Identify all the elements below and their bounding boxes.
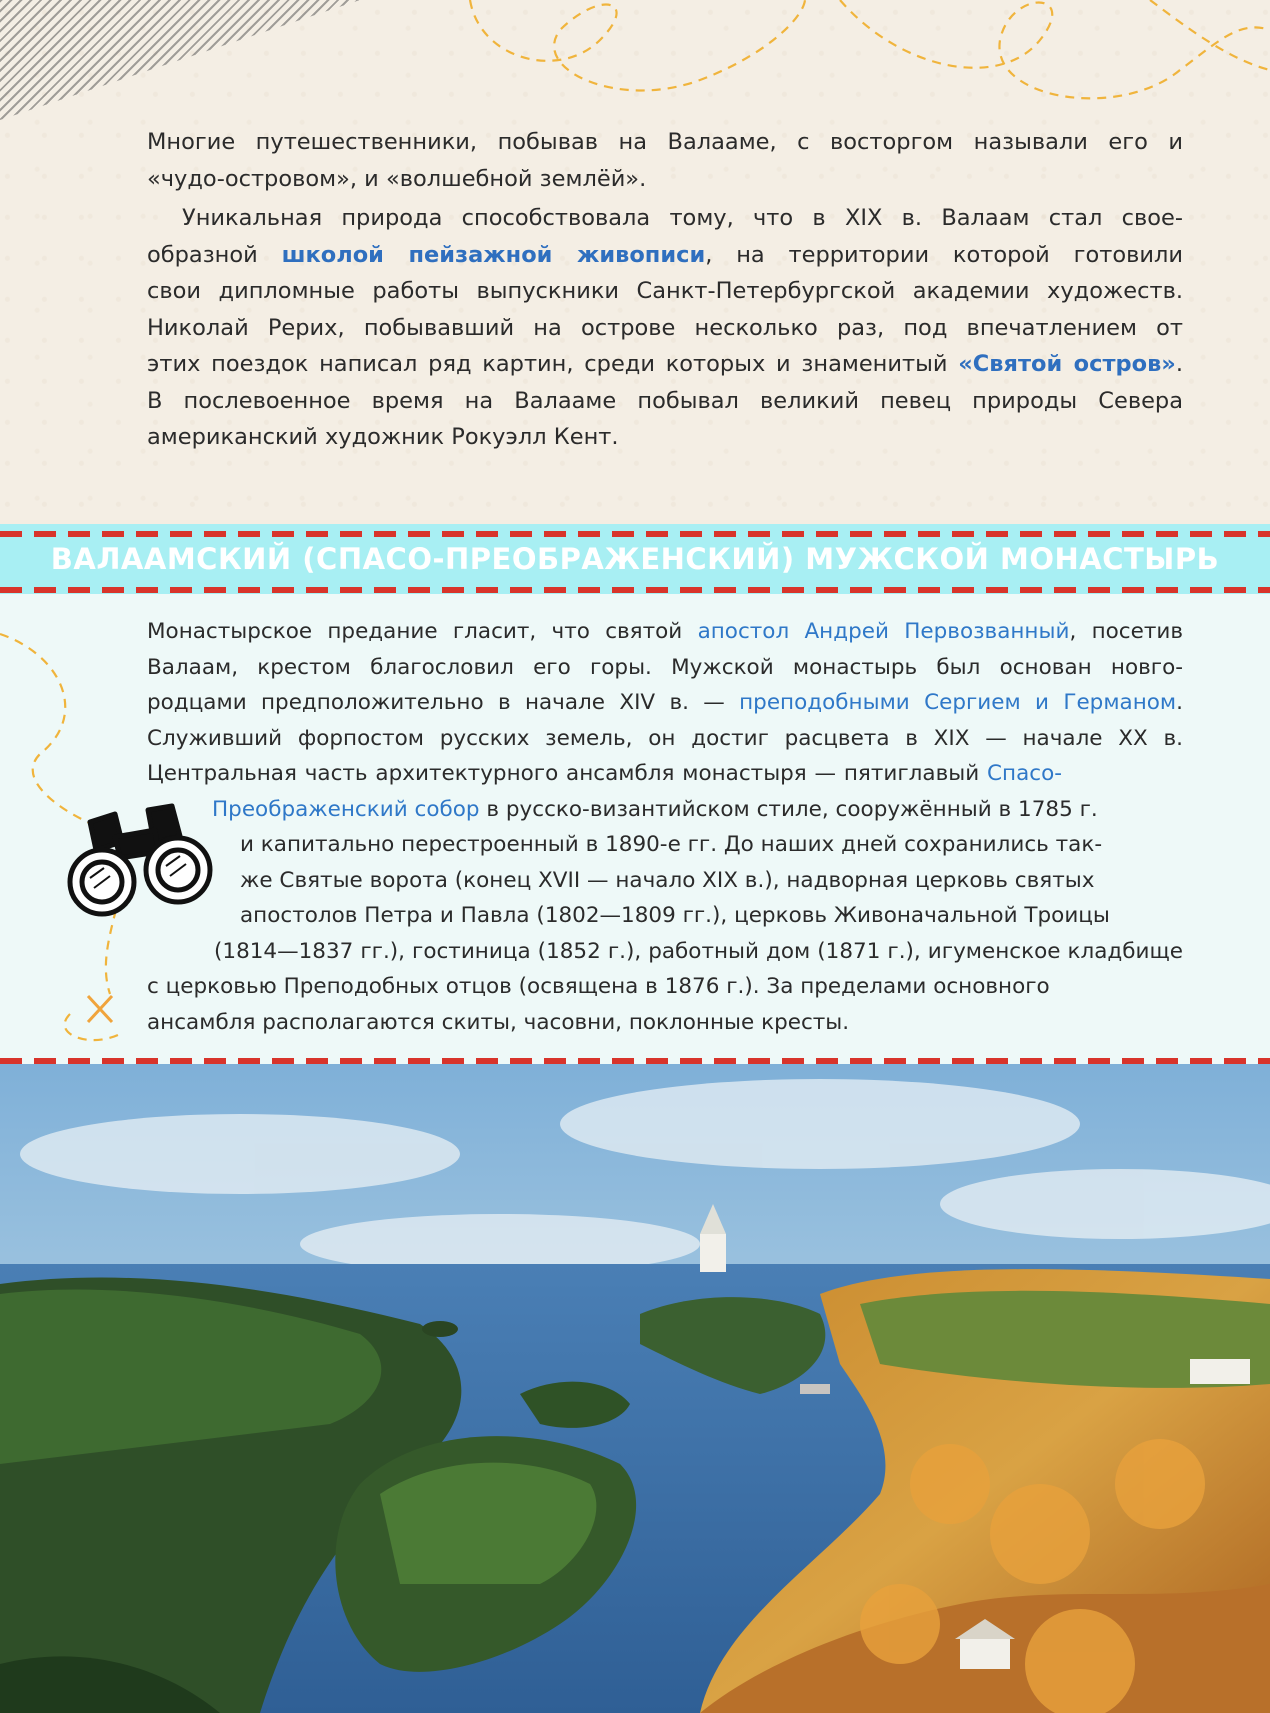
text-line: же Святые ворота (конец XVII — начало XIX в.), надворная церковь святых xyxy=(240,867,1095,893)
monastery-paragraph xyxy=(147,614,1183,1040)
text-line: Преображенский собор в русско-византийском стиле, сооружённый в 1785 г. xyxy=(212,796,1098,822)
link-holy-island[interactable]: «Святой остров» xyxy=(958,351,1176,377)
valaam-landscape-photo xyxy=(0,1064,1270,1713)
text-line: и капитально перестроенный в 1890-е гг. До наших дней сохранились так- xyxy=(240,832,1103,857)
text-line: Многие путешественники, побывав на Валааме, с восторгом называли его и xyxy=(147,129,1183,155)
text-line: образной школой пейзажной живописи, на территории которой готовили xyxy=(147,241,1183,268)
text-line: родцами предположительно в начале XIV в. — преподобными Сергием и Германом. xyxy=(147,690,1183,715)
link-andrew-apostle[interactable]: апостол Андрей Первозванный xyxy=(697,619,1070,644)
text-line: Служивший форпостом русских земель, он достиг расцвета в XIX — начале XX в. xyxy=(147,725,1183,751)
text-line: Валаам, крестом благословил его горы. Мужской монастырь был основан новго- xyxy=(147,654,1183,680)
text-line: ансамбля располагаются скиты, часовни, поклонные кресты. xyxy=(147,1009,850,1035)
text-line: свои дипломные работы выпускники Санкт-Петербургской академии художеств. xyxy=(147,278,1183,304)
link-cathedral-part1[interactable]: Спасо- xyxy=(987,761,1062,786)
text-line: апостолов Петра и Павла (1802—1809 гг.), церковь Живоначальной Троицы xyxy=(240,903,1110,928)
intro-background xyxy=(0,0,1270,520)
link-landscape-school[interactable]: школой пейзажной живописи xyxy=(281,241,706,268)
text-line: Уникальная природа способствовала тому, что в XIX в. Валаам стал свое- xyxy=(182,205,1183,231)
text-line: (1814—1837 гг.), гостиница (1852 г.), работный дом (1871 г.), игуменское кладбище xyxy=(214,938,1183,964)
text-line: американский художник Рокуэлл Кент. xyxy=(147,424,619,450)
link-sergius-herman[interactable]: преподобными Сергием и Германом xyxy=(739,690,1177,715)
intro-paragraph-2 xyxy=(147,200,1183,456)
text-line: В послевоенное время на Валааме побывал великий певец природы Севера xyxy=(147,387,1183,414)
text-line: Монастырское предание гласит, что святой апостол Андрей Первозванный, посетив xyxy=(147,619,1183,644)
text-line: этих поездок написал ряд картин, среди которых и знаменитый «Святой остров». xyxy=(147,351,1183,377)
text-line: Центральная часть архитектурного ансамбля монастыря — пятиглавый Спасо- xyxy=(147,761,1062,786)
text-line: «чудо-островом», и «волшебной землёй». xyxy=(147,165,647,192)
text-line: Николай Рерих, побывавший на острове несколько раз, под впечатлением от xyxy=(147,314,1183,341)
link-cathedral-part2[interactable]: Преображенский собор xyxy=(212,796,480,822)
intro-paragraph-1 xyxy=(147,124,1183,197)
section-title: ВАЛААМСКИЙ (СПАСО-ПРЕОБРАЖЕНСКИЙ) МУЖСКОЙ МОНАСТЫРЬ xyxy=(50,542,1220,576)
text-line: с церковью Преподобных отцов (освящена в 1876 г.). За пределами основного xyxy=(147,974,1050,999)
monastery-section xyxy=(0,594,1270,1064)
